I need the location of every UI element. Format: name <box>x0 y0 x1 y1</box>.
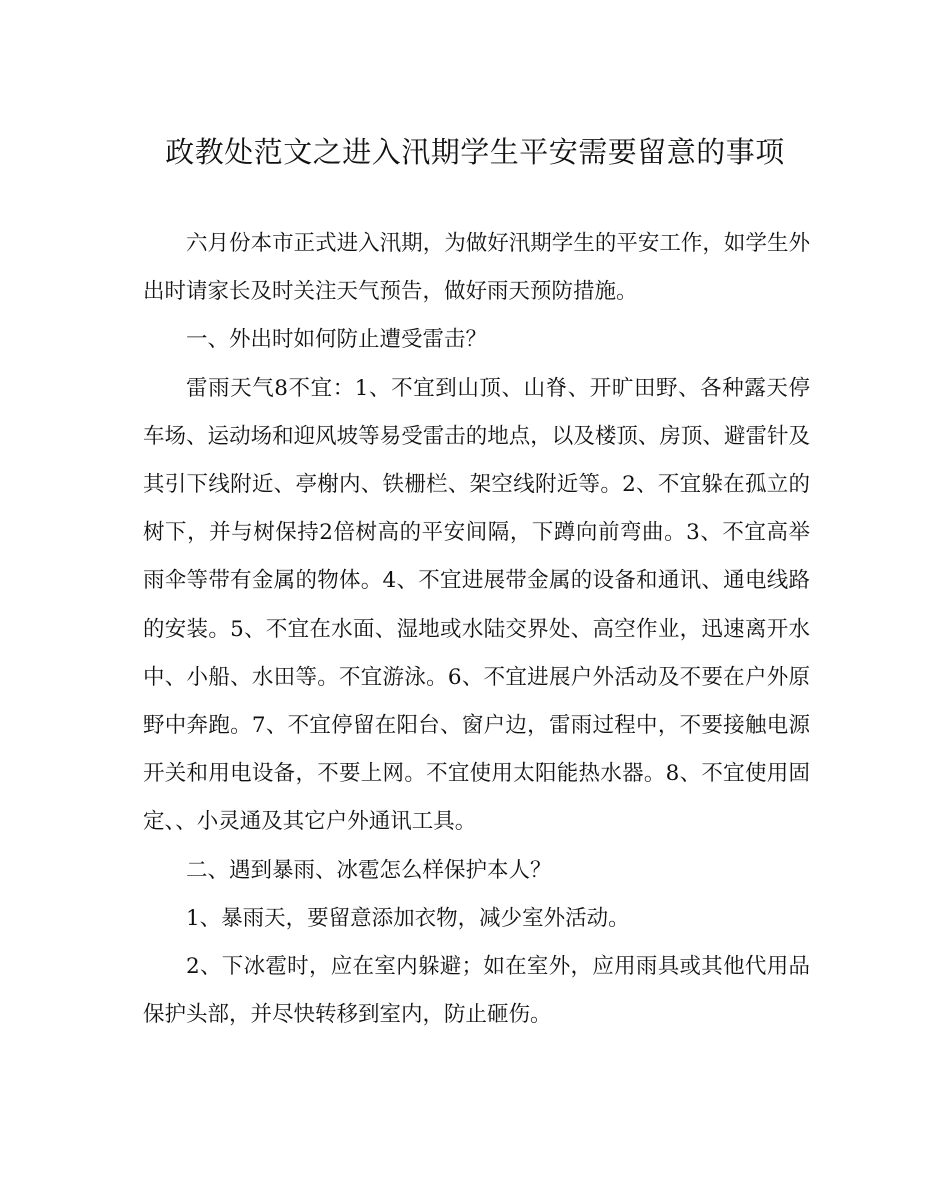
document-body <box>143 220 810 1039</box>
heading-lightning: 一、外出时如何防止遭受雷击？ <box>186 327 488 353</box>
paragraph-intro: 六月份本市正式进入汛期，为做好汛期学生的平安工作，如学生外出时请家长及时关注天气预告，做好雨天预防措施。 <box>143 231 810 305</box>
paragraph-lightning-rules: 雷雨天气8不宜：1、不宜到山顶、山脊、开旷田野、各种露天停车场、运动场和迎风坡等易受雷击的地点，以及楼顶、房顶、避雷针及其引下线附近、亭榭内、铁栅栏、架空线附近等。2、不宜躲在孤立的树下，并与树保持2倍树高的平安间隔，下蹲向前弯曲。3、不宜高举雨伞等带有金属的物体。4、不宜进展带金属的设备和通讯、通电线路的安装。5、不宜在水面、湿地或水陆交界处、高空作业，迅速离开水中、小船、水田等。不宜游泳。6、不宜进展户外活动及不要在户外原野中奔跑。7、不宜停留在阳台、窗户边，雷雨过程中，不要接触电源开关和用电设备，不要上网。不宜使用太阳能热水器。8、不宜使用固定、、小灵通及其它户外通讯工具。 <box>143 375 810 835</box>
paragraph-hail: 2、下冰雹时，应在室内躲避；如在室外，应用雨具或其他代用品保护头部，并尽快转移到室内，防止砸伤。 <box>143 954 810 1028</box>
document-title: 政教处范文之进入汛期学生平安需要留意的事项 <box>165 135 785 169</box>
heading-rainstorm-hail: 二、遇到暴雨、冰雹怎么样保护本人？ <box>186 857 552 883</box>
paragraph-rainstorm: 1、暴雨天，要留意添加衣物，减少室外活动。 <box>186 905 630 931</box>
